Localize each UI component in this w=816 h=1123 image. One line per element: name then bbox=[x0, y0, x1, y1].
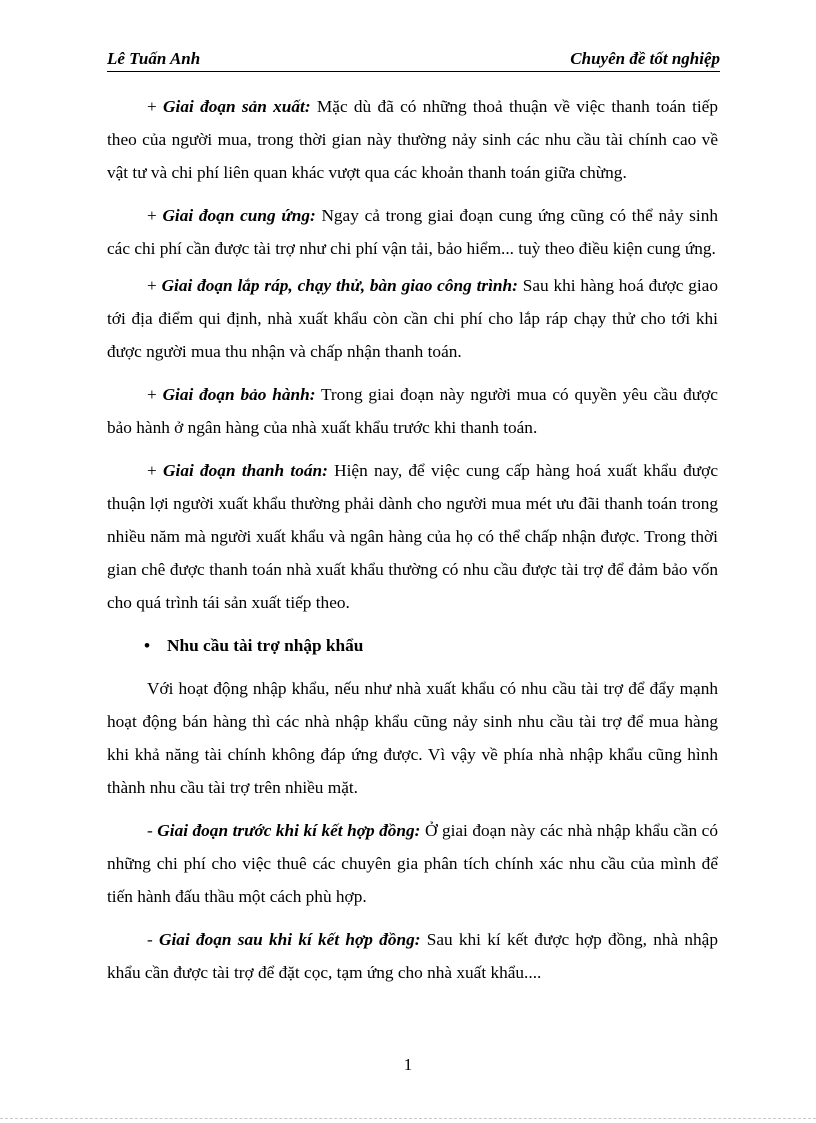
paragraph-supply-stage bbox=[107, 199, 718, 265]
document-body bbox=[107, 90, 718, 999]
paragraph-post-contract-stage bbox=[107, 923, 718, 989]
paragraph-text: Trong giai đoạn này người mua có quyền yêu cầu được bảo hành ở ngân hàng của nhà xuất khẩu trước khi thanh toán. bbox=[107, 385, 718, 437]
section-heading bbox=[107, 629, 718, 662]
paragraph-text: Ở giai đoạn này các nhà nhập khẩu cần có những chi phí cho việc thuê các chuyên gia phân tích chính xác nhu cầu của mình để tiến hành đấu thầu một cách phù hợp. bbox=[107, 821, 718, 906]
paragraph-text: Hiện nay, để việc cung cấp hàng hoá xuất khẩu được thuận lợi người xuất khẩu thường phải dành cho người mua mét ưu đãi thanh toán trong nhiều năm mà người xuất khẩu và ngân hàng của họ có thể chấp nhận được. Trong thời gian chê được thanh toán nhà xuất khẩu thường có nhu cầu được tài trợ để đảm bảo vốn cho quá trình tái sản xuất tiếp theo. bbox=[107, 461, 718, 612]
page-header bbox=[107, 47, 720, 72]
paragraph-text: Sau khi kí kết được hợp đồng, nhà nhập khẩu cần được tài trợ để đặt cọc, tạm ứng cho nhà xuất khẩu.... bbox=[107, 930, 718, 982]
paragraph-label: Giai đoạn bảo hành: bbox=[162, 385, 316, 404]
paragraph-prefix: + bbox=[147, 276, 162, 295]
page-edge-divider bbox=[0, 1118, 816, 1119]
header-title: Chuyên đề tốt nghiệp bbox=[570, 49, 720, 68]
bullet-icon: • bbox=[143, 636, 151, 655]
paragraph-text: Ngay cả trong giai đoạn cung ứng cũng có thể nảy sinh các chi phí cần được tài trợ như chi phí vận tải, bảo hiểm... tuỳ theo điều kiện cung ứng. bbox=[107, 206, 718, 258]
paragraph-prefix: + bbox=[147, 206, 163, 225]
paragraph-prefix: + bbox=[147, 385, 163, 404]
page-number: 1 bbox=[403, 1055, 413, 1074]
paragraph-prefix: - bbox=[147, 930, 160, 949]
paragraph-label: Giai đoạn sau khi kí kết hợp đồng: bbox=[159, 930, 421, 949]
paragraph-pre-contract-stage bbox=[107, 814, 718, 913]
paragraph-text: Sau khi hàng hoá được giao tới địa điểm qui định, nhà xuất khẩu còn cần chi phí cho lắp ráp chạy thử cho tới khi được người mua thu nhận và chấp nhận thanh toán. bbox=[107, 276, 718, 361]
paragraph-label: Giai đoạn lắp ráp, chạy thử, bàn giao công trình: bbox=[161, 276, 518, 295]
paragraph-payment-stage bbox=[107, 454, 718, 619]
header-author: Lê Tuấn Anh bbox=[107, 49, 201, 68]
paragraph-import-intro: Với hoạt động nhập khẩu, nếu như nhà xuất khẩu có nhu cầu tài trợ để đẩy mạnh hoạt động bán hàng thì các nhà nhập khẩu cũng nảy sinh nhu cầu tài trợ để mua hàng khi khả năng tài chính không đáp ứng được. Vì vậy về phía nhà nhập khẩu cũng hình thành nhu cầu tài trợ trên nhiều mặt. bbox=[107, 679, 718, 797]
paragraph-production-stage bbox=[107, 90, 718, 189]
paragraph-prefix: - bbox=[147, 821, 158, 840]
paragraph-prefix: + bbox=[147, 97, 164, 116]
paragraph-assembly-stage bbox=[107, 269, 718, 368]
paragraph-label: Giai đoạn cung ứng: bbox=[162, 206, 316, 225]
section-heading-text: Nhu cầu tài trợ nhập khẩu bbox=[167, 636, 364, 655]
paragraph-prefix: + bbox=[147, 461, 164, 480]
paragraph-label: Giai đoạn sản xuất: bbox=[163, 97, 311, 116]
paragraph-label: Giai đoạn trước khi kí kết hợp đồng: bbox=[157, 821, 421, 840]
paragraph-text: Mặc dù đã có những thoả thuận về việc thanh toán tiếp theo của người mua, trong thời gian này thường nảy sinh các nhu cầu tài chính cao về vật tư và chi phí liên quan khác vượt qua các khoản thanh toán giữa chừng. bbox=[107, 97, 718, 182]
paragraph-warranty-stage bbox=[107, 378, 718, 444]
paragraph-label: Giai đoạn thanh toán: bbox=[163, 461, 328, 480]
